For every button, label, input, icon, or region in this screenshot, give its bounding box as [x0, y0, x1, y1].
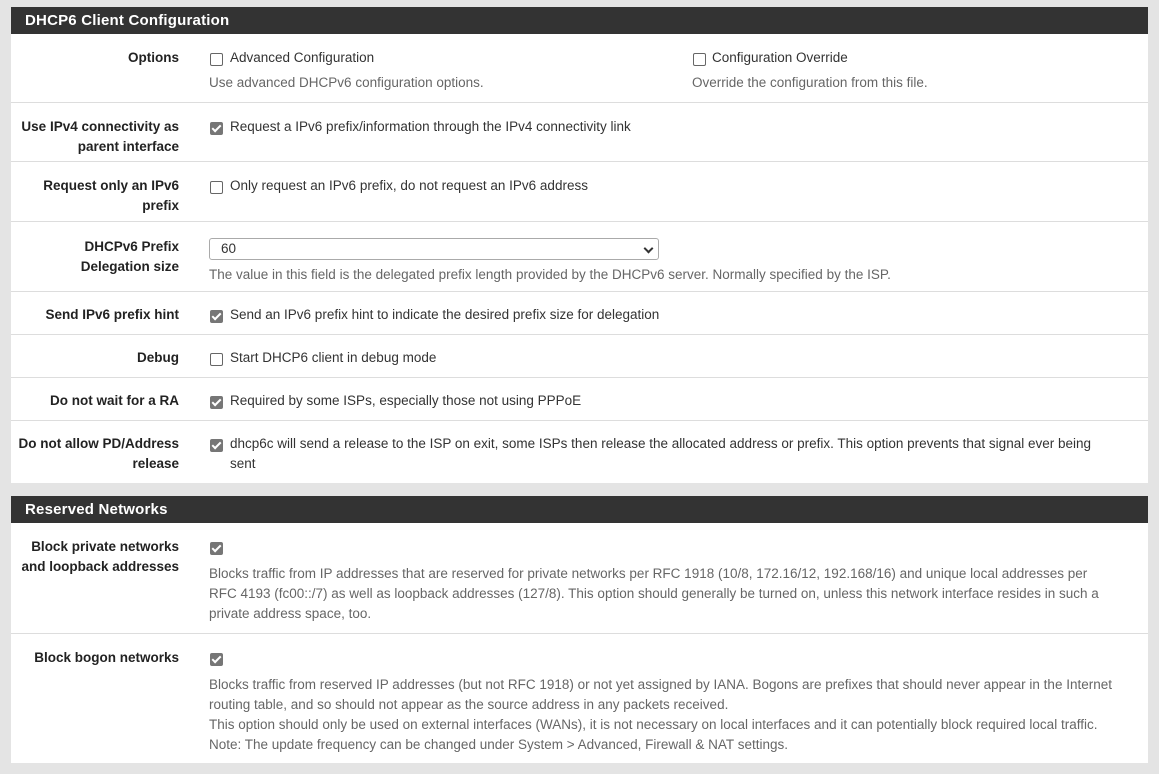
block-private-label-line1: Block private networks — [31, 539, 179, 554]
no-release-text-line1: dhcp6c will send a release to the ISP on exit, some ISPs then release the allocated address or prefix. This option prevents that signal ever being — [230, 436, 1092, 451]
debug-row — [11, 334, 1148, 378]
ipv4-parent-row — [11, 102, 1148, 162]
delegation-help: The value in this field is the delegated prefix length provided by the DHCPv6 server. Normally specified by the ISP. — [209, 267, 891, 282]
block-private-help — [209, 564, 1099, 624]
block-bogon-help-line3: This option should only be used on external interfaces (WANs), it is not necessary on local interfaces and it can potentially block required local traffic. — [209, 717, 1098, 732]
block-bogon-help-line2: routing table, and so should not appear as the source address in any packets received. — [209, 697, 729, 712]
block-private-label-line2: and loopback addresses — [21, 559, 179, 574]
prefix-hint-checkbox[interactable] — [210, 310, 223, 323]
block-bogon-label: Block bogon networks — [34, 650, 179, 665]
ipv4-parent-text[interactable]: Request a IPv6 prefix/information through the IPv4 connectivity link — [230, 119, 631, 134]
prefix-hint-text[interactable]: Send an IPv6 prefix hint to indicate the desired prefix size for delegation — [230, 307, 660, 322]
no-release-label-line2: release — [132, 456, 179, 471]
delegation-size-select[interactable] — [209, 238, 659, 260]
block-bogon-row — [11, 633, 1148, 764]
block-bogon-checkbox[interactable] — [210, 653, 223, 666]
delegation-size-value: 60 — [221, 241, 237, 256]
block-private-checkbox[interactable] — [210, 542, 223, 555]
prefix-only-row — [11, 161, 1148, 222]
block-private-row — [11, 523, 1148, 633]
block-bogon-help-line1: Blocks traffic from reserved IP addresses (but not RFC 1918) or not yet assigned by IANA. Bogons are prefixes that should never appear in the Internet — [209, 677, 1112, 692]
no-release-label — [11, 434, 179, 474]
block-bogon-help — [209, 675, 1112, 755]
config-override-checkbox[interactable] — [693, 53, 706, 66]
debug-checkbox[interactable] — [210, 353, 223, 366]
config-override-help: Override the configuration from this file. — [692, 75, 928, 90]
prefix-only-text[interactable]: Only request an IPv6 prefix, do not request an IPv6 address — [230, 178, 588, 193]
prefix-only-label-line1: Request only an IPv6 — [43, 178, 179, 193]
no-wait-ra-checkbox[interactable] — [210, 396, 223, 409]
prefix-only-label — [11, 176, 179, 216]
no-release-text-line2: sent — [230, 456, 256, 471]
config-override-label[interactable]: Configuration Override — [712, 50, 848, 65]
delegation-row — [11, 221, 1148, 292]
delegation-label-line1: DHCPv6 Prefix — [84, 239, 179, 254]
block-private-help-line3: private address space, too. — [209, 606, 372, 621]
prefix-hint-row — [11, 291, 1148, 335]
prefix-only-label-line2: prefix — [142, 198, 179, 213]
no-wait-ra-label: Do not wait for a RA — [50, 393, 179, 408]
advanced-config-label[interactable]: Advanced Configuration — [230, 50, 375, 65]
block-bogon-help-line4: Note: The update frequency can be changed under System > Advanced, Firewall & NAT settings. — [209, 737, 788, 752]
no-wait-ra-text[interactable]: Required by some ISPs, especially those not using PPPoE — [230, 393, 582, 408]
dhcp6-panel-title: DHCP6 Client Configuration — [11, 7, 1148, 34]
advanced-config-checkbox[interactable] — [210, 53, 223, 66]
no-wait-ra-row — [11, 377, 1148, 421]
ipv4-parent-label-line2: parent interface — [77, 139, 179, 154]
reserved-networks-title: Reserved Networks — [11, 496, 1148, 523]
no-release-text[interactable] — [230, 434, 1091, 474]
advanced-config-help: Use advanced DHCPv6 configuration options. — [209, 75, 484, 90]
reserved-networks-panel — [11, 496, 1148, 763]
no-release-row — [11, 420, 1148, 484]
debug-text[interactable]: Start DHCP6 client in debug mode — [230, 350, 437, 365]
ipv4-parent-label — [11, 117, 179, 157]
block-private-label — [11, 537, 179, 577]
prefix-only-checkbox[interactable] — [210, 181, 223, 194]
block-private-help-line2: RFC 4193 (fc00::/7) as well as loopback addresses (127/8). This option should generally be turned on, unless this network interface resides in such a — [209, 586, 1099, 601]
ipv4-parent-checkbox[interactable] — [210, 122, 223, 135]
ipv4-parent-label-line1: Use IPv4 connectivity as — [21, 119, 179, 134]
block-private-help-line1: Blocks traffic from IP addresses that are reserved for private networks per RFC 1918 (10/8, 172.16/12, 192.168/16) and unique local addresses per — [209, 566, 1088, 581]
chevron-down-icon — [644, 244, 654, 254]
no-release-checkbox[interactable] — [210, 439, 223, 452]
delegation-label — [11, 237, 179, 277]
options-label: Options — [128, 50, 179, 65]
prefix-hint-label: Send IPv6 prefix hint — [45, 307, 179, 322]
options-row — [11, 34, 1148, 102]
debug-label: Debug — [137, 350, 179, 365]
delegation-label-line2: Delegation size — [80, 259, 179, 274]
dhcp6-panel — [11, 7, 1148, 483]
no-release-label-line1: Do not allow PD/Address — [18, 436, 179, 451]
